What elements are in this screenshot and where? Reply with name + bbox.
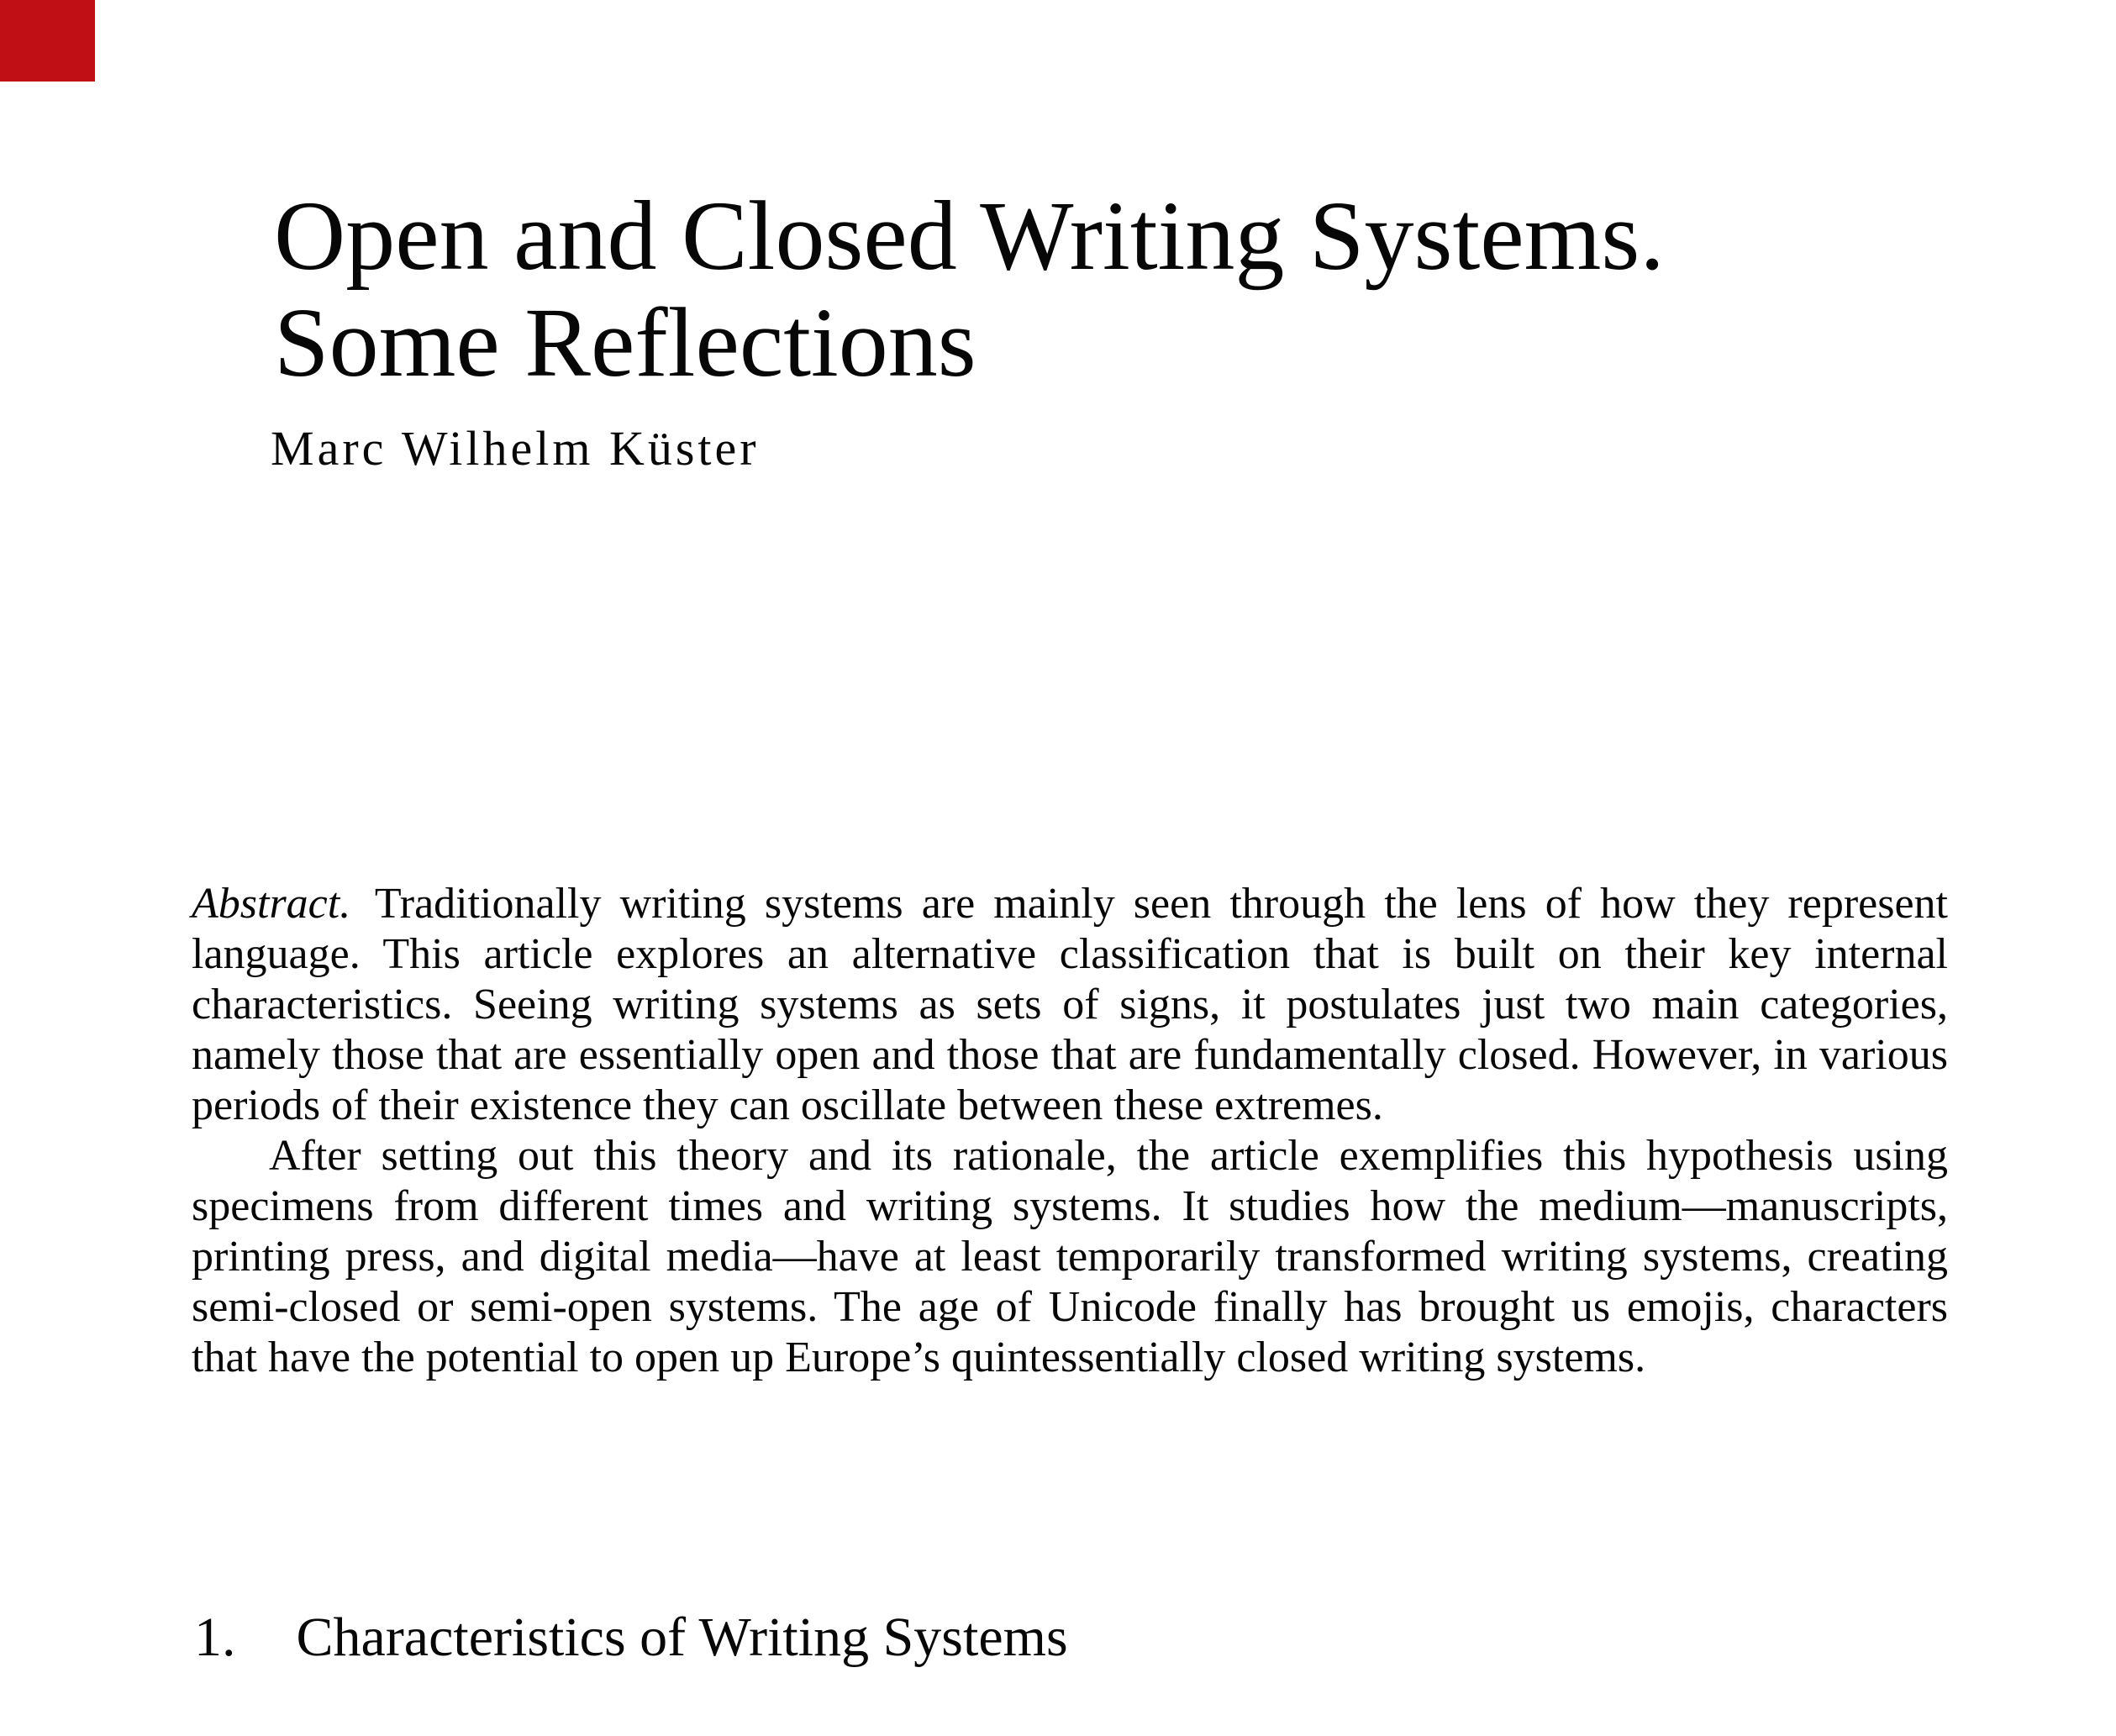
abstract-block [192, 879, 1948, 1383]
abstract-paragraph-2: After setting out this theory and its rationale, the article exemplifies this hypothesis using specimens from different times and writing systems. It studies how the medium—manuscripts, printing press, and digital media—have at least temporarily transformed writing systems, creating semi-closed or semi-open systems. The age of Unicode finally has brought us emojis, characters that have the potential to open up Europe’s quintessentially closed writing systems. [192, 1132, 1948, 1381]
red-corner-tab [0, 0, 95, 82]
abstract-label: Abstract. [192, 880, 351, 928]
section-heading [194, 1607, 1068, 1668]
section-title: Characteristics of Writing Systems [296, 1607, 1068, 1668]
author-name: Marc Wilhelm Küster [271, 421, 760, 476]
abstract-paragraph-1 [192, 879, 1948, 1131]
paper-title-line1: Open and Closed Writing Systems. [274, 181, 1665, 292]
paper-title-line2: Some Reflections [274, 287, 976, 398]
abstract-paragraph-1-text: Traditionally writing systems are mainly seen through the lens of how they represent language. This article explores an alternative classification that is built on their key internal characteristics. Seeing writing systems as sets of signs, it postulates just two main categories, namely those that are essentially open and those that are fundamentally closed. However, in various periods of their existence they can oscillate between these extremes. [192, 880, 1948, 1129]
section-number: 1. [194, 1607, 236, 1668]
paper-title [274, 182, 1665, 396]
